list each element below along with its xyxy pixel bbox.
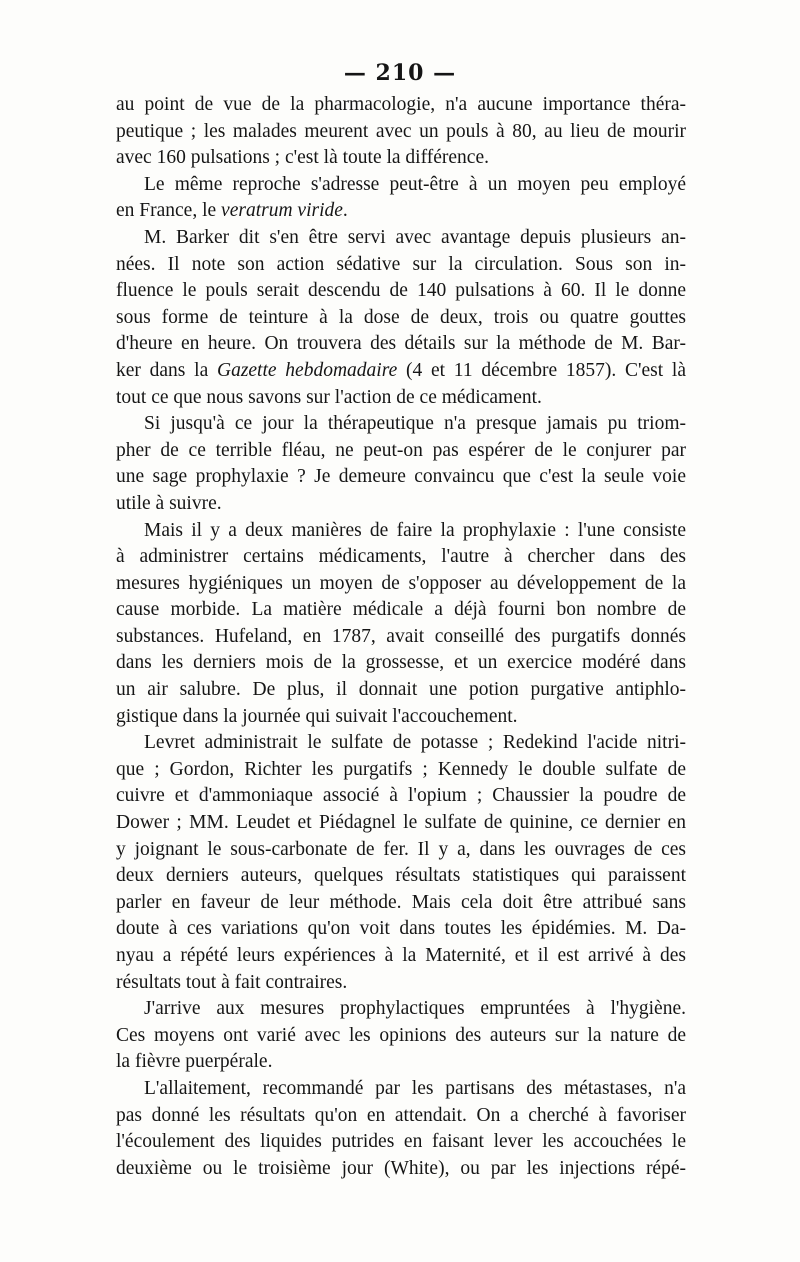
text-line: parler en faveur de leur méthode. Mais cela doit être attribué sans bbox=[116, 891, 686, 913]
text-line: pher de ce terrible fléau, ne peut-on pas espérer de le conjurer par bbox=[116, 439, 686, 461]
text-line: Si jusqu'à ce jour la thérapeutique n'a presque jamais pu triom- bbox=[144, 413, 686, 435]
text-line: cuivre et d'ammoniaque associé à l'opium ; Chaussier la poudre de bbox=[116, 785, 686, 807]
text-line: à administrer certains médicaments, l'autre à chercher dans des bbox=[116, 546, 686, 568]
text-line: nyau a répété leurs expériences à la Maternité, et il est arrivé à des bbox=[116, 945, 686, 966]
paragraph-1 bbox=[116, 92, 686, 172]
text-line: pas donné les résultats qu'on en attendait. On a cherché à favoriser bbox=[116, 1104, 686, 1126]
text-line: cause morbide. La matière médicale a déjà fourni bon nombre de bbox=[116, 599, 686, 621]
text-line: résultats tout à fait contraires. bbox=[116, 971, 348, 993]
italic-phrase: Gazette hebdomadaire bbox=[216, 359, 398, 381]
paragraph-8 bbox=[116, 1076, 686, 1182]
body-text bbox=[116, 92, 686, 1182]
text-line: Levret administrait le sulfate de potasse ; Redekind l'acide nitri- bbox=[144, 732, 686, 754]
text-line: sous forme de teinture à la dose de deux, trois ou quatre gouttes bbox=[116, 306, 686, 328]
text-line: dans les derniers mois de la grossesse, et un exercice modéré dans bbox=[116, 652, 686, 674]
text-line: fluence le pouls serait descendu de 140 pulsations à 60. Il le donne bbox=[116, 280, 686, 302]
text-line: y joignant le sous-carbonate de fer. Il y a, dans les ouvrages de ces bbox=[116, 838, 686, 860]
text-line: une sage prophylaxie ? Je demeure convaincu que c'est la seule voie bbox=[116, 466, 686, 488]
text-line: L'allaitement, recommandé par les partisans des métastases, n'a bbox=[144, 1077, 686, 1099]
text-line: deuxième ou le troisième jour (White), ou par les injections répé- bbox=[116, 1157, 686, 1179]
text-line: en France, le veratrum viride. bbox=[116, 200, 348, 222]
text-line: gistique dans la journée qui suivait l'accouchement. bbox=[116, 705, 518, 727]
text-line: Dower ; MM. Leudet et Piédagnel le sulfate de quinine, ce dernier en bbox=[116, 812, 686, 834]
text-line: peutique ; les malades meurent avec un pouls à 80, au lieu de mourir bbox=[116, 120, 686, 142]
text-line-italic bbox=[116, 198, 686, 225]
text-line: utile à suivre. bbox=[116, 492, 222, 514]
text-line: un air salubre. De plus, il donnait une potion purgative antiphlo- bbox=[116, 679, 686, 701]
text-line: Ces moyens ont varié avec les opinions des auteurs sur la nature de bbox=[116, 1024, 686, 1046]
text-line: M. Barker dit s'en être servi avec avantage depuis plusieurs an- bbox=[144, 226, 686, 248]
paragraph-2 bbox=[116, 172, 686, 225]
paragraph-3 bbox=[116, 225, 686, 411]
text-line: ker dans la Gazette hebdomadaire (4 et 11 décembre 1857). C'est là bbox=[116, 359, 686, 381]
paragraph-6 bbox=[116, 730, 686, 996]
text-line: avec 160 pulsations ; c'est là toute la différence. bbox=[116, 147, 489, 169]
text-line: l'écoulement des liquides putrides en faisant lever les accouchées le bbox=[116, 1131, 686, 1153]
text-line: Mais il y a deux manières de faire la prophylaxie : l'une consiste bbox=[144, 519, 686, 541]
text-line: nées. Il note son action sédative sur la circulation. Sous son in- bbox=[116, 253, 686, 275]
text-line: tout ce que nous savons sur l'action de ce médicament. bbox=[116, 386, 542, 408]
text-line: d'heure en heure. On trouvera des détails sur la méthode de M. Bar- bbox=[116, 333, 686, 355]
page-number: — 210 — bbox=[343, 60, 457, 86]
text-line: la fièvre puerpérale. bbox=[116, 1051, 273, 1073]
italic-phrase: veratrum viride bbox=[221, 200, 343, 222]
paragraph-5 bbox=[116, 518, 686, 731]
text-line: au point de vue de la pharmacologie, n'a aucune importance théra- bbox=[116, 94, 686, 115]
paragraph-7 bbox=[116, 996, 686, 1076]
text-line: J'arrive aux mesures prophylactiques empruntées à l'hygiène. bbox=[144, 998, 686, 1020]
text-line: substances. Hufeland, en 1787, avait conseillé des purgatifs donnés bbox=[116, 625, 686, 647]
text-line: doute à ces variations qu'on voit dans toutes les épidémies. M. Da- bbox=[116, 918, 686, 940]
text-line: Le même reproche s'adresse peut-être à un moyen peu employé bbox=[144, 173, 686, 195]
text-line: mesures hygiéniques un moyen de s'opposer au développement de la bbox=[116, 572, 686, 594]
text-line: que ; Gordon, Richter les purgatifs ; Kennedy le double sulfate de bbox=[116, 758, 686, 780]
text-line: deux derniers auteurs, quelques résultats statistiques qui paraissent bbox=[116, 865, 686, 887]
paragraph-4 bbox=[116, 411, 686, 517]
